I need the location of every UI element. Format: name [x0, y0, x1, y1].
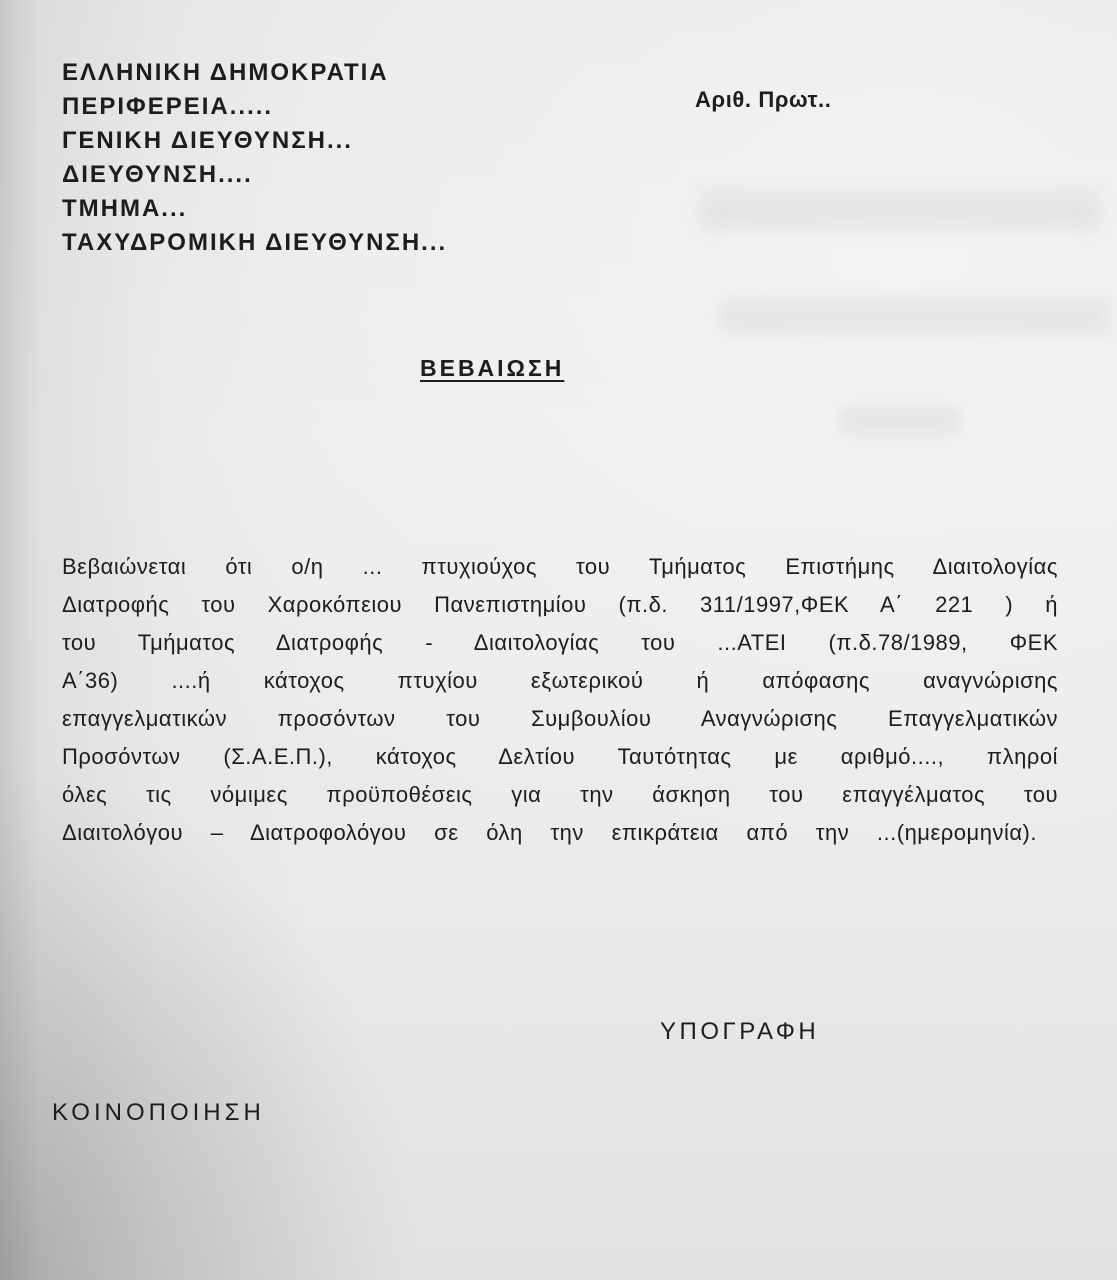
show-through-shadow	[840, 405, 960, 435]
document-title: ΒΕΒΑΙΩΣΗ	[420, 355, 565, 381]
body-line: όλες τις νόμιμες προϋποθέσεις για την άσκηση του επαγγέλματος του	[62, 782, 1058, 807]
body-line: επαγγελματικών προσόντων του Συμβουλίου Αναγνώρισης Επαγγελματικών	[62, 706, 1058, 731]
letterhead	[62, 56, 662, 260]
letterhead-line-postal-address: ΤΑΧΥΔΡΟΜΙΚΗ ΔΙΕΥΘΥΝΣΗ...	[62, 229, 448, 256]
body-line: Διατροφής του Χαροκόπειου Πανεπιστημίου (π.δ. 311/1997,ΦΕΚ Α΄ 221 ) ή	[62, 592, 1058, 617]
body-line: Προσόντων (Σ.Α.Ε.Π.), κάτοχος Δελτίου Ταυτότητας με αριθμό...., πληροί	[62, 744, 1058, 769]
letterhead-line-general-directorate: ΓΕΝΙΚΗ ΔΙΕΥΘΥΝΣΗ...	[62, 127, 353, 154]
show-through-shadow	[720, 300, 1110, 334]
letterhead-line-state: ΕΛΛΗΝΙΚΗ ΔΗΜΟΚΡΑΤΙΑ	[62, 59, 389, 86]
protocol-number: Αριθ. Πρωτ..	[695, 87, 832, 112]
body-line: Βεβαιώνεται ότι ο/η ... πτυχιούχος του Τμήματος Επιστήμης Διαιτολογίας	[62, 554, 1058, 579]
certificate-body	[62, 548, 1058, 852]
signature-label: ΥΠΟΓΡΑΦΗ	[660, 1018, 820, 1045]
letterhead-line-region: ΠΕΡΙΦΕΡΕΙΑ.....	[62, 93, 274, 120]
body-line: Α΄36) ....ή κάτοχος πτυχίου εξωτερικού ή απόφασης αναγνώρισης	[62, 668, 1058, 693]
letterhead-line-directorate: ΔΙΕΥΘΥΝΣΗ....	[62, 161, 253, 188]
letterhead-line-department: ΤΜΗΜΑ...	[62, 195, 188, 222]
body-line: Διαιτολόγου – Διατροφολόγου σε όλη την επικράτεια από την ...(ημερομηνία).	[62, 820, 1037, 845]
body-line: του Τμήματος Διατροφής - Διαιτολογίας του ...ΑΤΕΙ (π.δ.78/1989, ΦΕΚ	[62, 630, 1058, 655]
notification-label: ΚΟΙΝΟΠΟΙΗΣΗ	[52, 1099, 265, 1126]
show-through-shadow	[700, 190, 1100, 230]
